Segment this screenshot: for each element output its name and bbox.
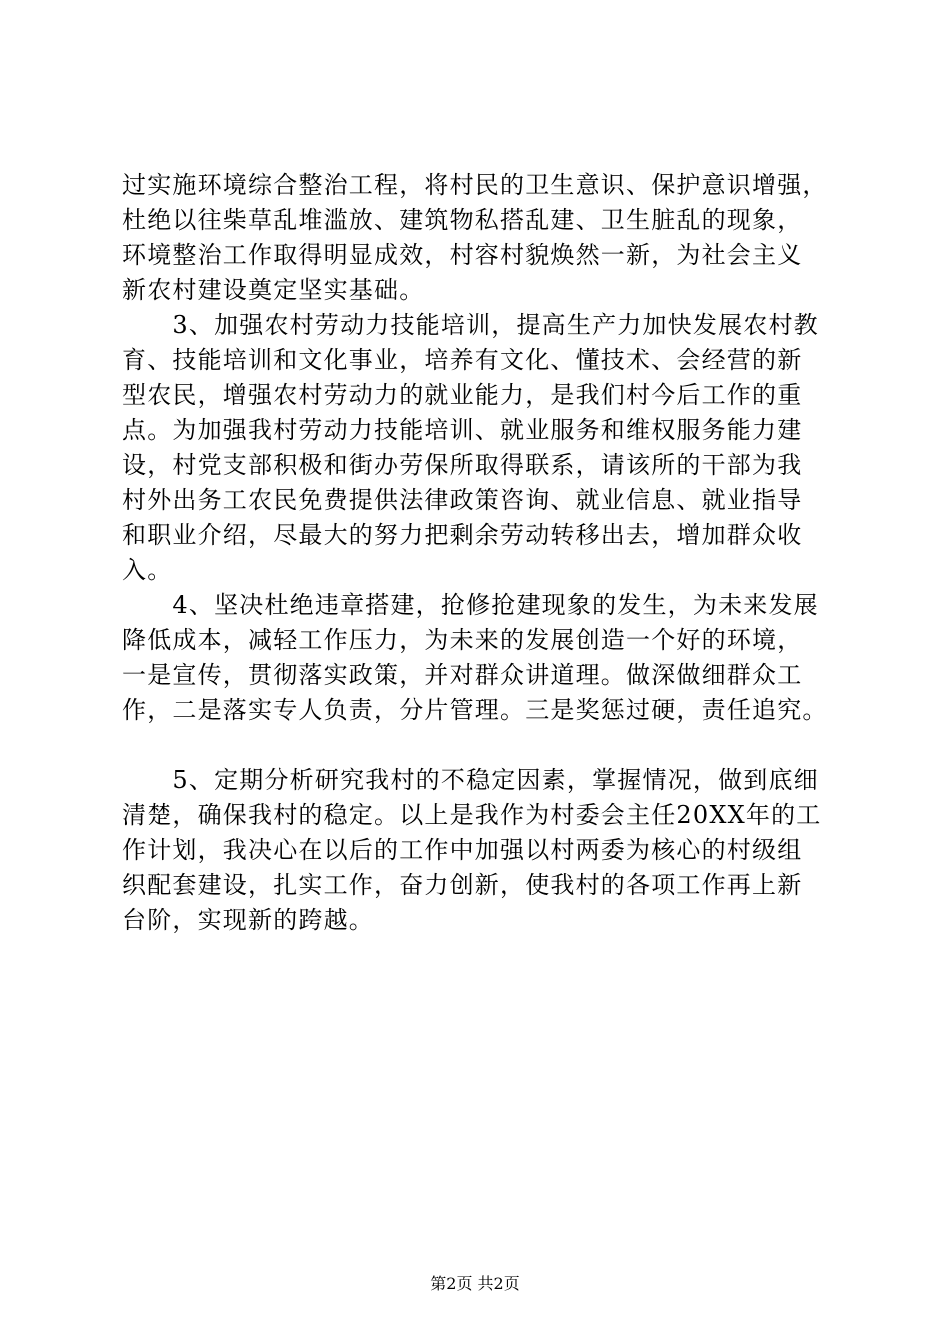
paragraph-spacer (122, 728, 834, 763)
text-line: 点。为加强我村劳动力技能培训、就业服务和维权服务能力建 (122, 416, 803, 444)
page-number: 第2页 共2页 (430, 1274, 520, 1293)
text-line: 新农村建设奠定坚实基础。 (122, 276, 425, 304)
text-line: 3、加强农村劳动力技能培训，提高生产力加快发展农村教 (122, 311, 819, 339)
text-line: 杜绝以往柴草乱堆滥放、建筑物私搭乱建、卫生脏乱的现象， (122, 206, 803, 234)
text-line: 织配套建设，扎实工作，奋力创新，使我村的各项工作再上新 (122, 871, 803, 899)
text-line: 型农民，增强农村劳动力的就业能力，是我们村今后工作的重 (122, 381, 803, 409)
text-line: 台阶，实现新的跨越。 (122, 906, 374, 934)
document-body (122, 168, 834, 938)
text-line: 过实施环境综合整治工程，将村民的卫生意识、保护意识增强， (122, 171, 828, 199)
text-line: 清楚，确保我村的稳定。以上是我作为村委会主任20XX年的工 (122, 801, 822, 829)
text-line: 环境整治工作取得明显成效，村容村貌焕然一新，为社会主义 (122, 241, 803, 269)
text-line: 5、定期分析研究我村的不稳定因素，掌握情况，做到底细 (122, 766, 819, 794)
text-line: 降低成本，减轻工作压力，为未来的发展创造一个好的环境， (122, 626, 803, 654)
text-line: 设，村党支部积极和街办劳保所取得联系，请该所的干部为我 (122, 451, 803, 479)
text-line: 一是宣传，贯彻落实政策，并对群众讲道理。做深做细群众工 (122, 661, 803, 689)
text-line: 入。 (122, 556, 173, 584)
text-line: 村外出务工农民免费提供法律政策咨询、就业信息、就业指导 (122, 486, 803, 514)
page-footer (0, 1274, 950, 1294)
text-line: 作，二是落实专人负责，分片管理。三是奖惩过硬，责任追究。 (122, 696, 828, 724)
text-line: 和职业介绍，尽最大的努力把剩余劳动转移出去，增加群众收 (122, 521, 803, 549)
text-line: 4、坚决杜绝违章搭建，抢修抢建现象的发生，为未来发展 (122, 591, 819, 619)
text-line: 育、技能培训和文化事业，培养有文化、懂技术、会经营的新 (122, 346, 803, 374)
text-line: 作计划，我决心在以后的工作中加强以村两委为核心的村级组 (122, 836, 803, 864)
